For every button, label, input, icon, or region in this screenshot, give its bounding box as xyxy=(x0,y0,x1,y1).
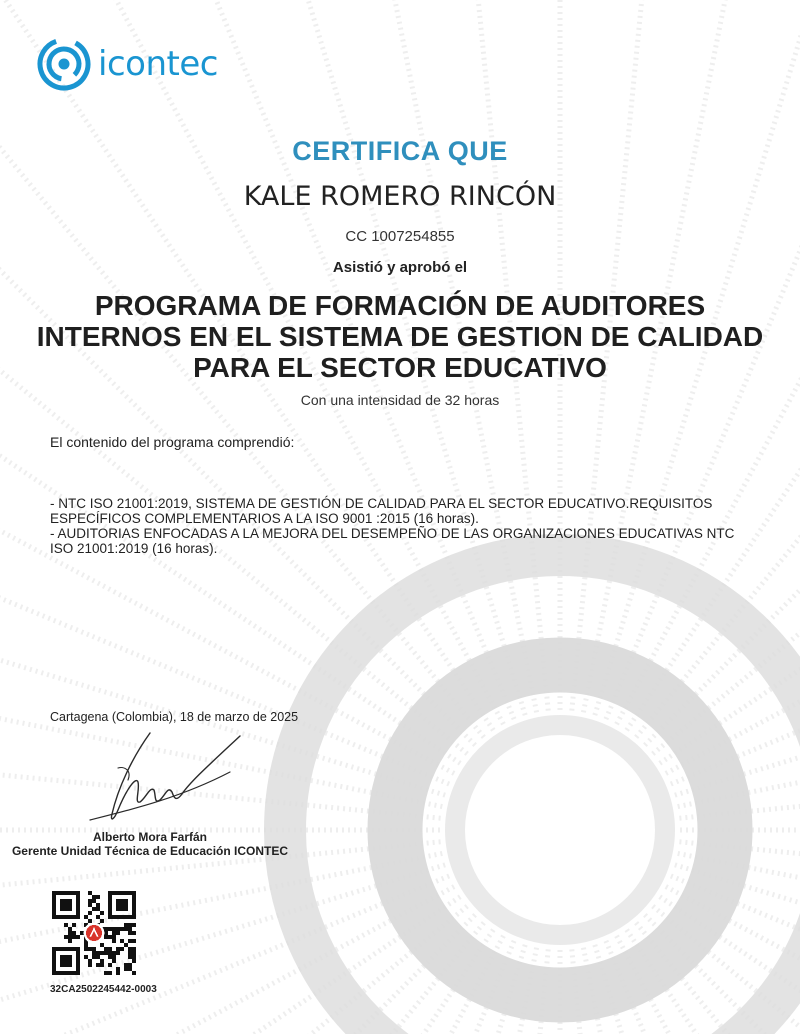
verification-code: 32CA2502245442-0003 xyxy=(50,984,157,995)
program-intensity: Con una intensidad de 32 horas xyxy=(300,392,500,408)
icontec-logo-icon xyxy=(36,36,92,92)
content-label: El contenido del programa comprendió: xyxy=(50,434,295,450)
program-title-line: PROGRAMA DE FORMACIÓN DE AUDITORES xyxy=(94,290,706,321)
signer-name: Alberto Mora Farfán xyxy=(92,830,207,844)
program-title-line: PARA EL SECTOR EDUCATIVO xyxy=(193,352,607,383)
certificate-heading: CERTIFICA QUE xyxy=(292,136,508,166)
content-line: ISO 21001:2019 (16 horas). xyxy=(50,541,218,556)
logo-text: icontec xyxy=(98,44,218,84)
program-content-list xyxy=(50,496,770,556)
signer-block xyxy=(0,830,300,858)
content-line: - AUDITORIAS ENFOCADAS A LA MEJORA DEL DESEMPEÑO DE LAS ORGANIZACIONES EDUCATIVAS NTC xyxy=(50,526,735,541)
program-title-line: INTERNOS EN EL SISTEMA DE GESTION DE CALIDAD xyxy=(36,321,764,352)
place-date: Cartagena (Colombia), 18 de marzo de 2025 xyxy=(50,710,299,724)
handwritten-signature xyxy=(80,728,250,828)
approval-text: Asistió y aprobó el xyxy=(332,259,468,276)
qr-code[interactable] xyxy=(52,891,136,975)
recipient-name: KALE ROMERO RINCÓN xyxy=(243,181,557,212)
id-number: CC 1007254855 xyxy=(345,228,455,245)
signer-title: Gerente Unidad Técnica de Educación ICONTEC xyxy=(11,844,289,858)
content-line: ESPECÍFICOS COMPLEMENTARIOS A LA ISO 9001 :2015 (16 horas). xyxy=(50,511,479,526)
content-line: - NTC ISO 21001:2019, SISTEMA DE GESTIÓN DE CALIDAD PARA EL SECTOR EDUCATIVO.REQUISITOS xyxy=(50,496,713,511)
program-title xyxy=(0,290,800,383)
icontec-logo xyxy=(36,36,218,92)
